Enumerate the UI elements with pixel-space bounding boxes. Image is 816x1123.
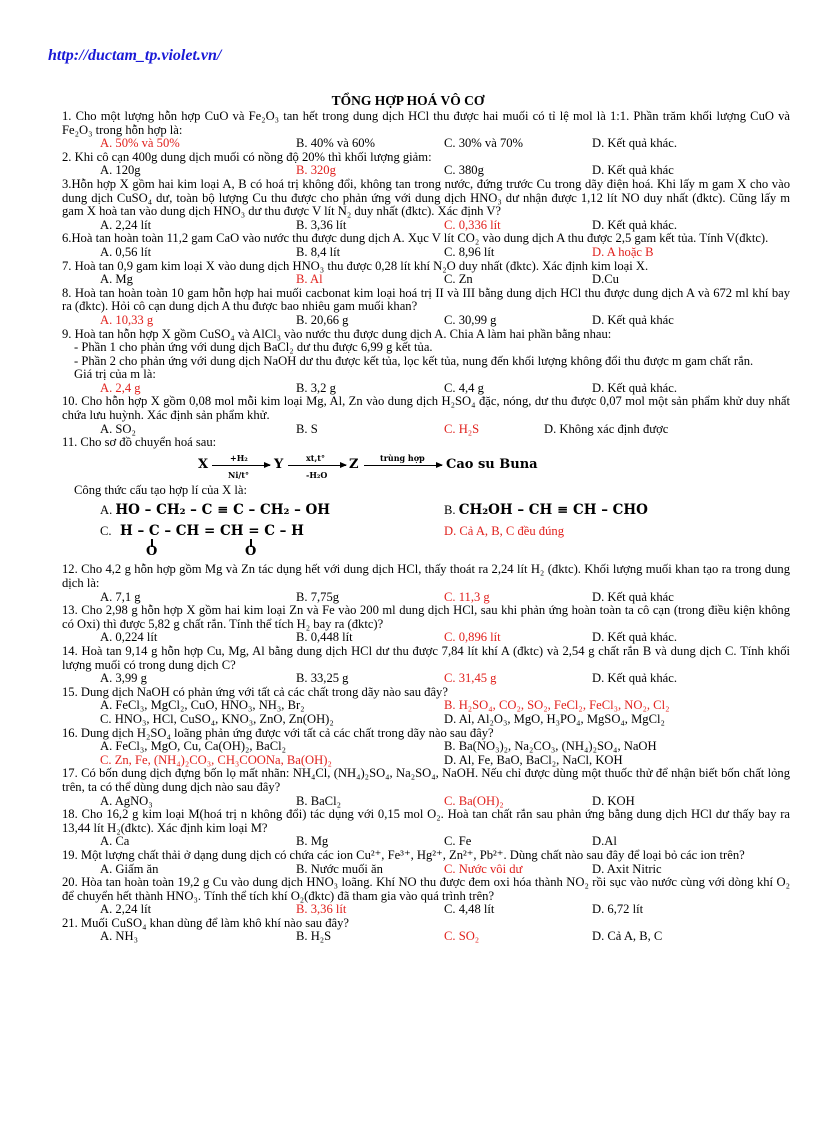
question-text: 20. Hòa tan hoàn toàn 19,2 g Cu vào dung dịch HNO₃ loãng. Khí NO thu được đem oxi hóa thành NO₂ rồi sục vào nước cùng với dòng khí O₂ để chuyển hết thành HNO₃. Tính thể tích khí O₂(đktc) đã tham gia vào quá trình trên? (62, 875, 790, 903)
option-b: B. H₂SO₄, CO₂, SO₂, FeCl₂, FeCl₃, NO₂, Cl₂ (444, 698, 670, 713)
question-17 (62, 767, 790, 808)
option-d: D. 6,72 lít (592, 902, 644, 917)
question-text: 8. Hoà tan hoàn toàn 10 gam hỗn hợp hai muối cacbonat kim loại hoá trị II và III bằng dung dịch HCl thu được dung dịch A và 672 ml khí bay ra (đktc). Hỏi cô cạn dung dịch A thu được bao nhiêu gam muối khan? (62, 285, 790, 314)
question-text: 2. Khi cô cạn 400g dung dịch muối có nồng độ 20% thì khối lượng giảm: (62, 149, 432, 164)
option-a: A. 2,24 lít (100, 902, 152, 917)
options (62, 246, 790, 260)
options (62, 903, 790, 917)
question-text: 21. Muối CuSO₄ khan dùng để làm khô khí nào sau đây? (62, 915, 350, 930)
option-d: D. Kết quả khác. (592, 136, 677, 151)
option-c: C. 0,336 lít (444, 217, 501, 232)
option-b: B. 3,36 lít (296, 217, 347, 232)
option-a: A. 7,1 g (100, 589, 141, 604)
option-d: D. Kết quả khác. (592, 630, 677, 645)
option-a (100, 501, 444, 518)
option-c: C. 30% và 70% (444, 136, 524, 151)
option-c: C. H₂S (444, 421, 480, 436)
site-link[interactable]: http://ductam_tp.violet.vn/ (48, 47, 222, 64)
page-title: TỔNG HỢP HOÁ VÔ CƠ (331, 93, 485, 108)
node-z: Z (349, 456, 359, 472)
options (62, 164, 790, 178)
options (62, 423, 790, 437)
oxygen-left: O (146, 544, 158, 560)
question-11 (62, 436, 790, 563)
option-d: D. Không xác định được (544, 421, 669, 436)
option-d: D. Al, Al₂O₃, MgO, H₃PO₄, MgSO₄, MgCl₂ (444, 711, 665, 726)
option-d: D. Kết quả khác (592, 312, 674, 327)
question-16 (62, 727, 790, 768)
question-10 (62, 395, 790, 436)
question-text: 11. Cho sơ đồ chuyển hoá sau: (62, 435, 217, 450)
option-a: A. AgNO₃ (100, 793, 153, 808)
question-text: 13. Cho 2,98 g hỗn hợp X gồm hai kim loại Zn và Fe vào 200 ml dung dịch HCl, sau khi phản ứng hoàn toàn ta cô cạn (trong điều kiện không có Oxi) thì được 5,82 g chất rắn. Tính thể tích H₂ bay ra (đktc)? (62, 603, 790, 631)
question-21 (62, 917, 790, 944)
option-a: A. 120g (100, 163, 141, 178)
question-19 (62, 849, 790, 876)
option-b: B. 7,75g (296, 589, 340, 604)
options (62, 219, 790, 233)
options-row-2 (62, 713, 790, 727)
option-b: B. 320g (296, 163, 336, 178)
options-row-2 (62, 754, 790, 768)
question-7 (62, 260, 790, 287)
option-b: B. 8,4 lít (296, 244, 341, 259)
question-text: 19. Một lượng chất thải ở dạng dung dịch có chứa các ion Cu²⁺, Fe³⁺, Hg²⁺, Zn²⁺, Pb²⁺. Dùng chất nào sau đây để loại bỏ các ion trên? (62, 847, 745, 862)
option-b: B. H₂S (296, 929, 332, 944)
option-a: A. 50% và 50% (100, 136, 180, 151)
option-c: C. 30,99 g (444, 312, 497, 327)
arrow-3-top-label: trùng hợp (380, 452, 425, 463)
node-y: Y (274, 456, 284, 472)
question-20 (62, 876, 790, 917)
option-c-formula: H – C – CH = CH = C – H (120, 523, 304, 540)
arrow-1-bottom-label: Ni/t° (228, 469, 249, 480)
option-b: B. 0,448 lít (296, 630, 353, 645)
arrow-2-top-label: xt,t° (306, 452, 325, 463)
option-b: B. 3,2 g (296, 380, 336, 395)
option-d: D. A hoặc B (592, 244, 654, 259)
options (62, 930, 790, 944)
question-text: 14. Hoà tan 9,14 g hỗn hợp Cu, Mg, Al bằng dung dịch HCl dư thu được 7,84 lít khí A (đktc) và 2,54 g chất rắn B và dung dịch C. Tính khối lượng muối có trong dung dịch C? (62, 644, 790, 672)
product: Cao su Buna (446, 456, 538, 472)
option-a-label: A. (100, 502, 113, 517)
question-15 (62, 686, 790, 727)
option-c: C. 8,96 lít (444, 244, 495, 259)
option-c: C. 4,4 g (444, 380, 484, 395)
option-b: B. Ba(NO₃)₂, Na₂CO₃, (NH₄)₂SO₄, NaOH (444, 739, 657, 754)
question-6 (62, 232, 790, 259)
option-a: A. FeCl₃, MgCl₂, CuO, HNO₃, NH₃, Br₂ (100, 698, 305, 713)
option-a: A. 2,24 lít (100, 217, 152, 232)
option-d: D. Axit Nitric (592, 861, 662, 876)
option-d: D. Kết quả khác. (592, 671, 677, 686)
part-2-text: - Phần 2 cho phản ứng với dung dịch NaOH dư thu được kết tủa, lọc kết tủa, nung đến khối lượng không đổi thu được m gam chất rắn. (74, 353, 754, 368)
option-b: B. S (296, 421, 318, 436)
part-1-text: - Phần 1 cho phản ứng với dung dịch BaCl₂ dư thu được 6,99 g kết tủa. (74, 340, 433, 355)
options (62, 273, 790, 287)
question-3 (62, 178, 790, 232)
question-14 (62, 645, 790, 686)
option-d: D.Cu (592, 272, 619, 287)
options (62, 382, 790, 396)
option-b: B. 3,36 lít (296, 902, 347, 917)
question-13 (62, 604, 790, 645)
option-b-label: B. (444, 502, 456, 517)
option-c: C. Nước vôi dư (444, 861, 523, 876)
option-b: B. Mg (296, 834, 329, 849)
option-b (444, 501, 648, 518)
option-d: D. KOH (592, 793, 635, 808)
option-a: A. FeCl₃, MgO, Cu, Ca(OH)₂, BaCl₂ (100, 739, 286, 754)
option-d: D. Kết quả khác. (592, 380, 677, 395)
option-c (100, 525, 444, 559)
question-text: 1. Cho một lượng hỗn hợp CuO và Fe₂O₃ tan hết trong dung dịch HCl thu được hai muối có tỉ lệ mol là 1:1. Phần trăm khối lượng CuO và Fe₂O₃ trong hỗn hợp là: (62, 109, 790, 137)
options (62, 863, 790, 877)
question-text: 16. Dung dịch H₂SO₄ loãng phản ứng được với tất cả các chất trong dãy nào sau đây? (62, 725, 494, 740)
reaction-scheme (198, 452, 790, 482)
options (62, 314, 790, 328)
options (62, 672, 790, 686)
question-text: 12. Cho 4,2 g hỗn hợp gồm Mg và Zn tác dụng hết với dung dịch HCl, thấy thoát ra 2,24 lít H₂ (đktc). Khối lượng muối khan tạo ra trong dung dịch là: (62, 562, 790, 591)
option-c: C. SO₂ (444, 929, 480, 944)
option-a-formula: HO – CH₂ – C ≡ C – CH₂ – OH (115, 501, 331, 518)
option-c: C. Fe (444, 834, 472, 849)
option-b-formula: CH₂OH – CH ≡ CH – CHO (458, 501, 648, 518)
option-d: D. Al, Fe, BaO, BaCl₂, NaCl, KOH (444, 752, 623, 767)
options-row-1 (62, 699, 790, 713)
question-text: 18. Cho 16,2 g kim loại M(hoá trị n không đổi) tác dụng với 0,15 mol O₂. Hoà tan chất rắn sau phản ứng bằng dung dịch HCl dư thấy bay ra 13,44 lít H₂(đktc). Xác định kim loại M? (62, 807, 790, 835)
option-b: B. 20,66 g (296, 312, 349, 327)
option-a: A. NH₃ (100, 929, 138, 944)
option-a: A. Giấm ăn (100, 861, 159, 876)
question-9 (62, 328, 790, 396)
question-ask: Giá trị của m là: (74, 367, 156, 382)
option-c: C. 11,3 g (444, 589, 490, 604)
arrow-2-bottom-label: -H₂O (306, 469, 328, 480)
options (62, 835, 790, 849)
option-c-label: C. (100, 524, 112, 539)
options-row-2 (62, 525, 790, 563)
option-d: D.Al (592, 834, 617, 849)
question-1 (62, 110, 790, 151)
question-ask: Công thức cấu tạo hợp lí của X là: (74, 482, 247, 497)
option-b: B. Al (296, 272, 323, 287)
options (62, 795, 790, 809)
question-text: 17. Có bốn dung dịch đựng bốn lọ mất nhãn: NH₄Cl, (NH₄)₂SO₄, Na₂SO₄, NaOH. Nếu chỉ được dùng một thuốc thử để nhận biết bốn chất lỏng trên, ta có thể dùng dung dịch nào sau đây? (62, 766, 790, 794)
option-a: A. Ca (100, 834, 130, 849)
option-c: C. Zn, Fe, (NH₄)₂CO₃, CH₃COONa, Ba(OH)₂ (100, 752, 332, 767)
option-d: D. Cả A, B, C đều đúng (444, 524, 564, 539)
options-row-1 (62, 499, 790, 521)
option-d: D. Kết quả khác (592, 163, 674, 178)
options (62, 631, 790, 645)
option-a: A. 10,33 g (100, 312, 154, 327)
question-12 (62, 563, 790, 604)
question-8 (62, 287, 790, 328)
options (62, 137, 790, 151)
option-d: D. Cả A, B, C (592, 929, 663, 944)
question-text: 7. Hoà tan 0,9 gam kim loại X vào dung dịch HNO₃ thu được 0,28 lít khí N₂O duy nhất (đktc). Xác định kim loại X. (62, 258, 649, 273)
option-a: A. 3,99 g (100, 671, 147, 686)
question-list (62, 110, 790, 944)
node-x: X (198, 456, 209, 472)
option-c: C. Ba(OH)₂ (444, 793, 504, 808)
option-a: A. 0,56 lít (100, 244, 152, 259)
option-c: C. 31,45 g (444, 671, 497, 686)
option-d: D. Kết quả khác (592, 589, 674, 604)
arrow-1-top-label: +H₂ (230, 452, 248, 463)
question-text: 9. Hoà tan hỗn hợp X gồm CuSO₄ và AlCl₃ vào nước thu được dung dịch A. Chia A làm hai phần bằng nhau: (62, 326, 612, 341)
question-2 (62, 151, 790, 178)
option-c: C. HNO₃, HCl, CuSO₄, KNO₃, ZnO, Zn(OH)₂ (100, 711, 334, 726)
option-c: C. 0,896 lít (444, 630, 501, 645)
question-text: 15. Dung dịch NaOH có phản ứng với tất cả các chất trong dãy nào sau đây? (62, 684, 448, 699)
option-a: A. 0,224 lít (100, 630, 158, 645)
question-text: 6.Hoà tan hoàn toàn 11,2 gam CaO vào nước thu được dung dịch A. Xục V lít CO₂ vào dung dịch A thu được 2,5 gam kết tủa. Tính V(đktc). (62, 231, 769, 246)
option-c: C. Zn (444, 272, 473, 287)
question-18 (62, 808, 790, 849)
option-c: C. 380g (444, 163, 484, 178)
option-b: B. 40% và 60% (296, 136, 376, 151)
option-b: B. Nước muối ăn (296, 861, 383, 876)
options-row-1 (62, 740, 790, 754)
question-text: 10. Cho hỗn hợp X gồm 0,08 mol mỗi kim loại Mg, Al, Zn vào dung dịch H₂SO₄ đặc, nóng, dư thu được 0,07 mol một sản phẩm khử duy nhất chứa lưu huỳnh. Xác định sản phẩm khử. (62, 394, 790, 423)
option-a: A. 2,4 g (100, 380, 141, 395)
question-text: 3.Hỗn hợp X gồm hai kim loại A, B có hoá trị không đổi, không tan trong nước, đứng trước Cu trong dãy điện hoá. Khi lấy m gam X cho vào dung dịch CuSO₄ dư, toàn bộ lượng Cu thu được cho phản ứng với dung dịch HNO₃ dư nhận được 1,12 lít NO duy nhất (đktc). Cũng lấy m gam X hoà tan vào dung dịch HNO₃ dư thu được V lít N₂ duy nhất (đktc). Xác định V? (62, 176, 790, 219)
option-d: D. Kết quả khác. (592, 217, 677, 232)
option-b: B. 33,25 g (296, 671, 349, 686)
option-a: A. SO₂ (100, 421, 136, 436)
option-b: B. BaCl₂ (296, 793, 341, 808)
oxygen-right: O (245, 544, 257, 560)
options (62, 591, 790, 605)
option-a: A. Mg (100, 272, 133, 287)
option-c: C. 4,48 lít (444, 902, 495, 917)
